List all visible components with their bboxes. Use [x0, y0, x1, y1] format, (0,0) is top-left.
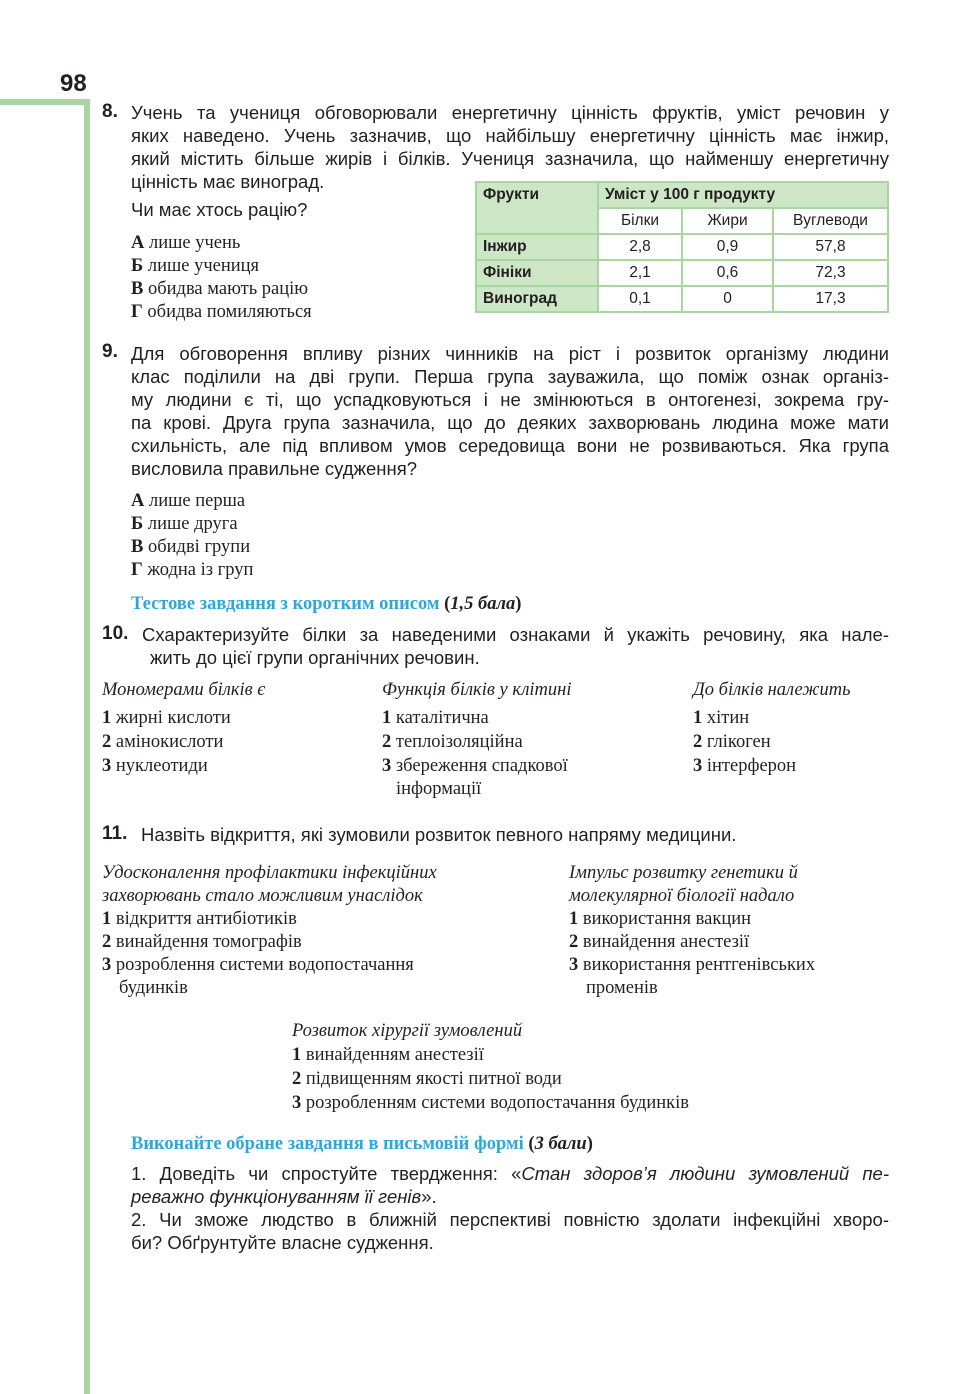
list-item-continuation: променів: [586, 978, 658, 998]
section-heading-short-description: Тестове завдання з коротким описом (1,5 бала): [131, 594, 522, 614]
list-item: 2 теплоізоляційна: [382, 732, 523, 752]
question-9-line: па крові. Друга група зазначила, що до деяких захворювань людина може мати: [131, 412, 889, 433]
table-cell: 0,6: [682, 260, 773, 286]
page-accent-bar-vertical: [84, 99, 90, 1394]
list-item: 3 збереження спадкової: [382, 756, 568, 776]
question-9-number: 9.: [102, 341, 118, 362]
table-row-name: Інжир: [476, 234, 598, 260]
list-item: 3 використання рентгенівських: [569, 955, 816, 975]
question-8-option-a: А лише учень: [131, 233, 241, 253]
page-accent-bar-horizontal: [0, 99, 88, 105]
question-9-option-a: А лише перша: [131, 491, 246, 511]
question-8-option-d: Г обидва помиляються: [131, 302, 312, 322]
question-11-block-surgery: [292, 1020, 689, 1115]
block-title: молекулярної біології надало: [569, 886, 795, 906]
list-item: 3 розроблення системи водопостачання: [102, 955, 414, 975]
section-heading-written: Виконайте обране завдання в письмовій формі (3 бали): [131, 1134, 593, 1154]
question-10-column-belongs: [693, 679, 851, 778]
question-10-number: 10.: [102, 623, 129, 644]
question-10-column-function: [382, 679, 572, 801]
list-item: 2 підвищенням якості питної води: [292, 1069, 562, 1089]
written-tasks: [131, 1162, 889, 1254]
question-8-option-c: В обидва мають рацію: [131, 279, 309, 299]
question-10-column-monomers: [102, 679, 265, 778]
list-item: 1 каталітична: [382, 708, 489, 728]
question-8-line: яких наведено. Учень зазначив, що найбільшу енергетичну цінність має інжир,: [131, 125, 889, 146]
question-9-line: му людини є ті, що успадковуються і не змінюються в онтогенезі, зокрема гру-: [131, 389, 889, 410]
table-row: [476, 260, 888, 286]
question-8-line: який містить більше жирів і білків. Учениця зазначила, що найменшу енергетичну: [131, 148, 889, 169]
question-9-option-b: Б лише друга: [131, 514, 238, 534]
table-row: [476, 286, 888, 312]
list-item: 1 відкриття антибіотиків: [102, 909, 297, 929]
list-item-continuation: будинків: [119, 978, 188, 998]
block-title: Розвиток хірургії зумовлений: [292, 1021, 523, 1041]
list-item: 2 амінокислоти: [102, 732, 224, 752]
list-item: 3 інтерферон: [693, 756, 797, 776]
question-8-number: 8.: [102, 101, 118, 122]
question-10-line: Схарактеризуйте білки за наведеними ознаками й укажіть речовину, яка нале-: [142, 624, 889, 645]
written-task-2-line: би? Обґрунтуйте власне судження.: [131, 1232, 434, 1253]
column-title: Мономерами білків є: [102, 680, 266, 700]
block-title: Удосконалення профілактики інфекційних: [102, 863, 437, 883]
list-item: 2 винайдення анестезії: [569, 932, 750, 952]
question-8-prompt: Чи має хтось рацію?: [131, 199, 308, 220]
table-subheader-fats: Жири: [682, 208, 773, 234]
question-9-line: клас поділили на дві групи. Перша група зауважила, що поміж ознак організ-: [131, 366, 889, 387]
table-subheader-carbs: Вуглеводи: [773, 208, 888, 234]
page-number: 98: [60, 70, 87, 97]
column-title: Функція білків у клітині: [382, 680, 572, 700]
table-cell: 2,8: [598, 234, 682, 260]
question-11-block-genetics: [569, 862, 815, 1000]
list-item: 2 глікоген: [693, 732, 771, 752]
question-8-text: [131, 101, 889, 193]
table-row: [476, 234, 888, 260]
question-9-line: Для обговорення впливу різних чинників на ріст і розвиток організму людини: [131, 343, 889, 364]
question-9-option-d: Г жодна із груп: [131, 560, 254, 580]
list-item: 1 хітин: [693, 708, 750, 728]
question-11-block-infection: [102, 862, 437, 1000]
question-8-line: цінність має виноград.: [131, 171, 325, 192]
question-10-line: жить до цієї групи органічних речовин.: [150, 647, 480, 668]
question-11-text: Назвіть відкриття, які зумовили розвиток певного напряму медицини.: [141, 824, 737, 845]
list-item: 1 винайденням анестезії: [292, 1045, 484, 1065]
question-8-line: Учень та учениця обговорювали енергетичну цінність фруктів, уміст речовин у: [131, 102, 889, 123]
list-item: 1 жирні кислоти: [102, 708, 231, 728]
table-row-name: Виноград: [476, 286, 598, 312]
written-task-1-line: реважно функціонуванням її генів».: [131, 1186, 437, 1207]
question-10-text: [142, 623, 889, 669]
table-subheader-proteins: Білки: [598, 208, 682, 234]
list-item: 2 винайдення томографів: [102, 932, 302, 952]
block-title: захворювань стало можливим унаслідок: [102, 886, 423, 906]
question-9-line: схильність, але під впливом умов середовища вони не розвиваються. Яка група: [131, 435, 889, 456]
table-cell: 0,1: [598, 286, 682, 312]
table-cell: 17,3: [773, 286, 888, 312]
table-cell: 72,3: [773, 260, 888, 286]
block-title: Імпульс розвитку генетики й: [569, 863, 798, 883]
column-title: До білків належить: [693, 680, 851, 700]
written-task-1-line: 1. Доведіть чи спростуйте твердження: «Стан здоров’я людини зумовлений пе-: [131, 1163, 889, 1184]
table-header-fruit: Фрукти: [476, 182, 598, 234]
question-11-number: 11.: [102, 823, 128, 844]
list-item-continuation: інформації: [396, 779, 482, 799]
question-9-line: висловила правильне судження?: [131, 458, 418, 479]
written-task-2-line: 2. Чи зможе людство в ближній перспективі повністю здолати інфекційні хворо-: [131, 1209, 889, 1230]
question-9-text: [131, 342, 889, 480]
table-cell: 0,9: [682, 234, 773, 260]
list-item: 1 використання вакцин: [569, 909, 752, 929]
table-cell: 57,8: [773, 234, 888, 260]
table-row-name: Фініки: [476, 260, 598, 286]
fruit-nutrient-table: [475, 181, 889, 313]
table-cell: 2,1: [598, 260, 682, 286]
table-header-content: Уміст у 100 г продукту: [598, 182, 888, 208]
table-cell: 0: [682, 286, 773, 312]
question-9-option-c: В обидві групи: [131, 537, 251, 557]
list-item: 3 розробленням системи водопостачання будинків: [292, 1093, 689, 1113]
list-item: 3 нуклеотиди: [102, 756, 208, 776]
question-8-option-b: Б лише учениця: [131, 256, 260, 276]
